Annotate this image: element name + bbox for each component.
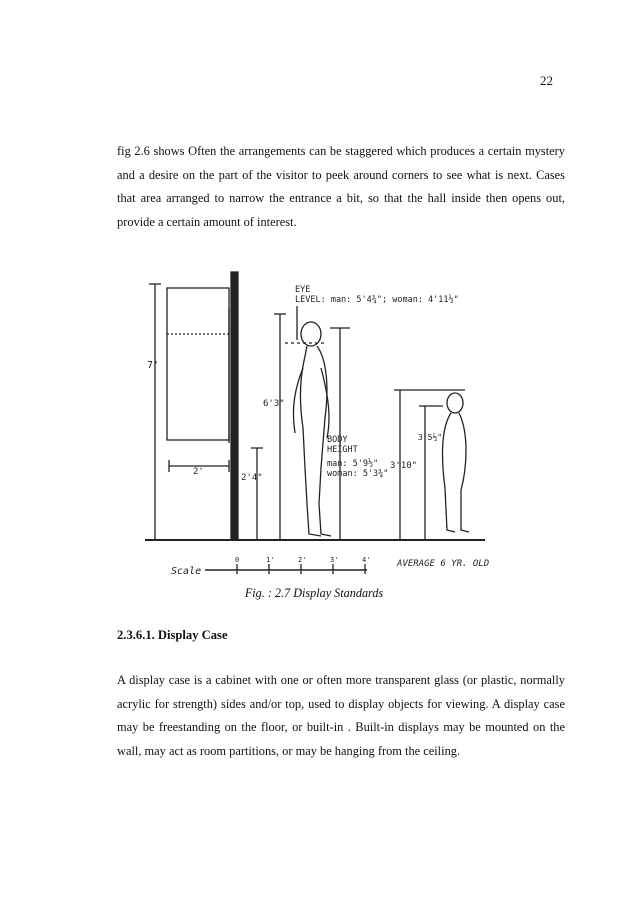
scale-tick-4: 4' (362, 556, 371, 564)
scale-tick-1: 1' (266, 556, 275, 564)
child-figure (443, 393, 469, 532)
scale-tick-0: 0 (235, 556, 240, 564)
eye-level-label: LEVEL: man: 5'4¾"; woman: 4'11½" (295, 295, 459, 305)
scale-tick-2: 2' (298, 556, 307, 564)
dim-3ft5-label: 3'5½" (418, 433, 443, 442)
section-heading: 2.3.6.1. Display Case (117, 628, 228, 642)
dim-2ft4-label: 2'4" (241, 473, 263, 483)
woman-height-label: woman: 5'3¾" (327, 469, 389, 479)
dim-3ft10-label: 3'10" (390, 461, 418, 471)
adult-figure (293, 322, 331, 536)
intro-paragraph: fig 2.6 shows Often the arrangements can be staggered which produces a certain mystery and a desire on the part of the visitor to peek around corners to see what is next. Cases that area arranged to narrow the entrance a bit, so that the hall inside then opens out, provide a certain amount of interest. (117, 144, 565, 229)
dim-2ft-label: 2' (193, 467, 204, 477)
wall (231, 272, 238, 540)
scale-label: Scale (171, 566, 202, 577)
height-label: HEIGHT (327, 445, 358, 455)
body-label: BODY (327, 435, 348, 445)
figure-caption: Fig. : 2.7 Display Standards (244, 586, 384, 600)
display-standards-figure (135, 268, 495, 580)
dim-7ft-label: 7' (147, 360, 160, 371)
average-label: AVERAGE 6 YR. OLD (397, 559, 490, 569)
eye-label: EYE (295, 285, 311, 295)
page-number: 22 (540, 73, 553, 88)
man-height-label: man: 5'9½" (327, 459, 379, 469)
dim-6ft3-label: 6'3" (263, 399, 285, 409)
scale-tick-3: 3' (330, 556, 339, 564)
display-case-paragraph: A display case is a cabinet with one or often more transparent glass (or plastic, normally acrylic for strength) sides and/or top, used to display objects for viewing. A display case may be freestanding on the floor, or built-in . Built-in displays may be mounted on the wall, may act as room partitions, or may be hanging from the ceiling. (117, 673, 565, 758)
display-case (167, 288, 229, 440)
